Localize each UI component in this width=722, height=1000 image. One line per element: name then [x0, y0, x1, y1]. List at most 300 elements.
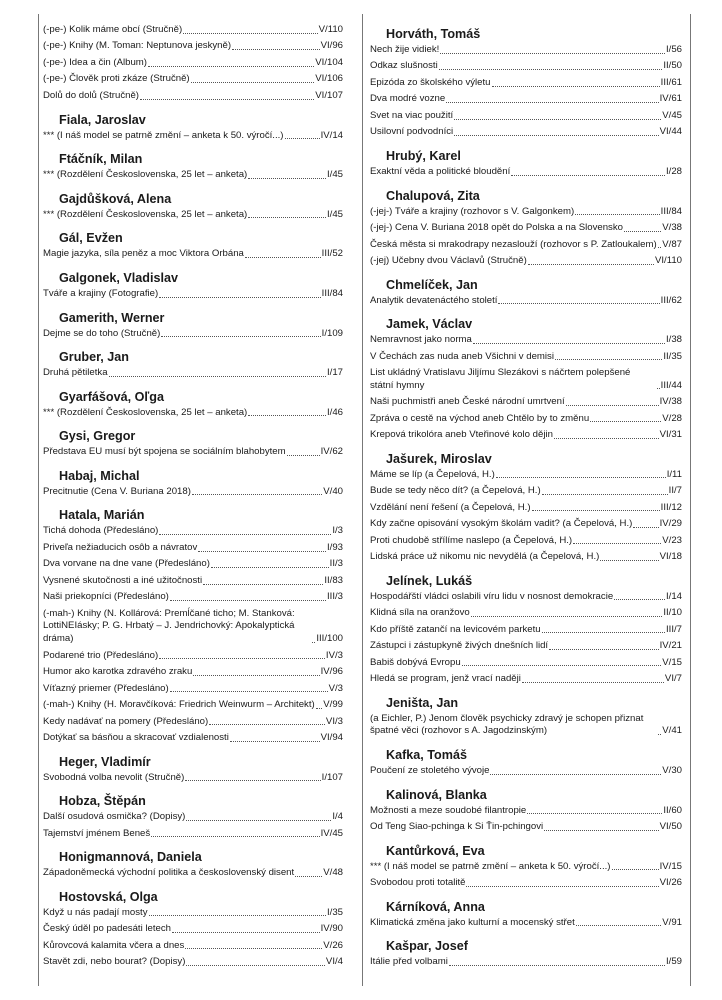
author-heading: Jamek, Václav	[386, 317, 473, 332]
dot-leader	[590, 421, 661, 422]
entry-issue-page: III/100	[316, 633, 343, 645]
entry-title: Víťazný priemer (Předesláno)	[43, 682, 169, 694]
dot-leader	[600, 560, 658, 561]
entry-title: Svet na viac použití	[370, 109, 454, 121]
index-entry	[370, 805, 682, 818]
entry-issue-page: I/38	[665, 334, 682, 346]
index-entry	[370, 640, 682, 653]
dot-leader	[159, 534, 331, 535]
entry-issue-page: I/59	[665, 956, 682, 968]
dot-leader	[522, 682, 664, 683]
author-heading: Habaj, Michal	[59, 468, 140, 483]
entry-title: Možnosti a meze soudobé filantropie	[370, 804, 527, 816]
entry-title: Tajemství jménem Beneš	[43, 827, 151, 839]
author-heading: Fiala, Jaroslav	[59, 112, 146, 127]
index-entry	[43, 716, 343, 729]
dot-leader	[471, 616, 663, 617]
index-entry	[43, 772, 343, 785]
entry-title: Magie jazyka, síla peněz a moc Viktora Orbána	[43, 248, 244, 260]
column-rule-left	[38, 14, 39, 986]
entry-title: Babiš dobývá Evropu	[370, 656, 461, 668]
entry-title: Hospodářští vládci oslabili víru lidu v nosnost demokracie	[370, 590, 614, 602]
dot-leader	[446, 102, 658, 103]
dot-leader	[496, 477, 666, 478]
index-entry	[43, 867, 343, 880]
dot-leader	[159, 297, 320, 298]
dot-leader	[658, 734, 661, 735]
dot-leader	[285, 138, 320, 139]
entry-title: (-jej-) Tváře a krajiny (rozhovor s V. Galgonkem)	[370, 205, 575, 217]
dot-leader	[466, 886, 658, 887]
entry-title: Itálie před volbami	[370, 956, 448, 968]
entry-issue-page: I/93	[326, 541, 343, 553]
index-entry	[43, 732, 343, 745]
entry-issue-page: III/61	[660, 76, 682, 88]
entry-title: Bude se tedy něco dít? (a Čepelová, H.)	[370, 485, 541, 497]
entry-issue-page: I/45	[326, 169, 343, 181]
entry-issue-page: IV/62	[320, 446, 343, 458]
dot-leader	[248, 217, 326, 218]
dot-leader	[555, 359, 662, 360]
entry-title: Česká města si mrakodrapy nezaslouží (rozhovor s P. Zatloukalem)	[370, 238, 657, 250]
author-heading: Gál, Evžen	[59, 231, 123, 246]
author-heading: Kalinová, Blanka	[386, 787, 487, 802]
entry-title: Máme se líp (a Čepelová, H.)	[370, 468, 495, 480]
index-entry	[370, 821, 682, 834]
entry-issue-page: VI/31	[659, 429, 682, 441]
index-entry	[43, 130, 343, 143]
dot-leader	[473, 343, 665, 344]
entry-issue-page: VI/26	[659, 877, 682, 889]
index-entry	[43, 608, 343, 646]
entry-title: Klidná síla na oranžovo	[370, 607, 470, 619]
index-entry	[43, 907, 343, 920]
index-entry	[43, 683, 343, 696]
index-entry	[370, 485, 682, 498]
dot-leader	[192, 494, 322, 495]
entry-issue-page: IV/45	[320, 827, 343, 839]
index-entry	[370, 861, 682, 874]
author-heading: Jeništa, Jan	[386, 695, 459, 710]
author-heading: Hostovská, Olga	[59, 889, 158, 904]
entry-issue-page: III/12	[660, 501, 682, 513]
entry-issue-page: VI/7	[664, 673, 682, 685]
dot-leader	[527, 813, 662, 814]
entry-title: Poučení ze stoletého vývoje	[370, 765, 490, 777]
author-heading: Jašurek, Miroslav	[386, 451, 492, 466]
entry-title: Druhá pětiletka	[43, 367, 108, 379]
entry-title: Když u nás padají mosty	[43, 906, 148, 918]
index-entry	[370, 166, 682, 179]
entry-title: Západoněmecká východní politika a československý disent	[43, 867, 295, 879]
entry-issue-page: II/10	[663, 607, 682, 619]
entry-title: Epizóda zo školského výletu	[370, 76, 491, 88]
author-heading: Chalupová, Zita	[386, 188, 480, 203]
dot-leader	[439, 69, 663, 70]
entry-title: (-pe-) Člověk proti zkáze (Stručně)	[43, 73, 190, 85]
dot-leader	[185, 780, 320, 781]
author-heading: Chmelíček, Jan	[386, 277, 478, 292]
index-entry	[370, 518, 682, 531]
entry-title: Kdy začne opisování vysokým školám vadit? (a Čepelová, H.)	[370, 518, 633, 530]
dot-leader	[295, 876, 322, 877]
entry-issue-page: V/28	[662, 412, 682, 424]
entry-title: Lidská práce už nikomu nic nevydělá (a Čepelová, H.)	[370, 551, 600, 563]
index-entry	[370, 657, 682, 670]
entry-issue-page: VI/94	[320, 731, 343, 743]
index-entry	[43, 828, 343, 841]
dot-leader	[462, 665, 662, 666]
dot-leader	[614, 599, 665, 600]
entry-title: Usilovní podvodníci	[370, 126, 454, 138]
index-entry	[370, 60, 682, 73]
entry-issue-page: I/45	[326, 208, 343, 220]
entry-issue-page: I/4	[332, 811, 343, 823]
entry-title: V Čechách zas nuda aneb Všichni v demisi	[370, 350, 554, 362]
entry-title: (-mah-) Knihy (N. Kollárová: Premĺčané ticho; M. Stanková: LottiNEIásky; P. G. Hrbatý – J. Jendrichovký: Apokalyptická dráma)	[43, 607, 295, 645]
index-entry	[43, 923, 343, 936]
dot-leader	[193, 675, 319, 676]
dot-leader	[612, 869, 659, 870]
index-entry	[370, 239, 682, 252]
index-entry	[370, 877, 682, 890]
entry-issue-page: IV/29	[659, 518, 682, 530]
entry-title: (a Eichler, P.) Jenom člověk psychicky zdravý je schopen přiznat špatné věci (rozhovor s A. Jagodzinským)	[370, 712, 644, 737]
entry-title: Tváře a krajiny (Fotografie)	[43, 287, 159, 299]
index-entry	[43, 446, 343, 459]
entry-title: Podarené trio (Předesláno)	[43, 649, 159, 661]
entry-title: Svobodou proti totalitě	[370, 877, 466, 889]
index-entry	[43, 650, 343, 663]
dot-leader	[159, 658, 325, 659]
index-entry	[370, 77, 682, 90]
entry-title: Další osudová osmička? (Dopisy)	[43, 811, 186, 823]
entry-issue-page: II/50	[663, 60, 682, 72]
entry-issue-page: II/7	[668, 485, 682, 497]
entry-title: *** (I náš model se patrně změní – anketa k 50. výročí...)	[370, 860, 611, 872]
index-entry	[370, 206, 682, 219]
entry-issue-page: V/41	[662, 725, 682, 737]
index-entry	[43, 542, 343, 555]
dot-leader	[549, 649, 658, 650]
entry-title: Kdo příště zatančí na levicovém parketu	[370, 623, 541, 635]
index-entry	[370, 295, 682, 308]
entry-issue-page: V/3	[328, 682, 343, 694]
author-heading: Gamerith, Werner	[59, 310, 165, 325]
index-entry	[43, 940, 343, 953]
dot-leader	[542, 494, 668, 495]
dot-leader	[498, 303, 659, 304]
entry-issue-page: VI/106	[315, 73, 343, 85]
index-entry	[370, 255, 682, 268]
entry-issue-page: V/110	[318, 24, 343, 35]
index-entry	[43, 288, 343, 301]
index-column-left	[43, 24, 343, 973]
entry-issue-page: I/17	[326, 367, 343, 379]
index-entry	[43, 90, 343, 103]
entry-issue-page: VI/96	[320, 40, 343, 52]
entry-issue-page: III/7	[666, 623, 682, 635]
entry-title: Vzdělání není řešení (a Čepelová, H.)	[370, 501, 531, 513]
entry-title: Kůrovcová kalamita včera a dnes	[43, 939, 185, 951]
entry-issue-page: V/99	[323, 699, 343, 711]
dot-leader	[149, 915, 326, 916]
index-entry	[43, 486, 343, 499]
entry-issue-page: V/15	[662, 656, 682, 668]
dot-leader	[532, 510, 660, 511]
entry-issue-page: VI/4	[325, 956, 343, 968]
index-entry	[370, 413, 682, 426]
index-entry	[370, 713, 682, 738]
entry-issue-page: II/60	[663, 804, 682, 816]
dot-leader	[454, 119, 661, 120]
dot-leader	[633, 527, 658, 528]
entry-issue-page: III/84	[321, 287, 343, 299]
index-entry	[43, 591, 343, 604]
index-entry	[43, 40, 343, 53]
dot-leader	[191, 82, 315, 83]
dot-leader	[186, 820, 331, 821]
index-entry	[370, 429, 682, 442]
dot-leader	[554, 438, 659, 439]
entry-issue-page: V/45	[662, 109, 682, 121]
dot-leader	[172, 932, 320, 933]
index-entry	[370, 222, 682, 235]
entry-title: Analytik devatenáctého století	[370, 294, 498, 306]
dot-leader	[573, 543, 661, 544]
entry-title: Nech žije vidiek!	[370, 44, 440, 55]
author-heading: Kašpar, Josef	[386, 939, 468, 954]
dot-leader	[248, 178, 326, 179]
entry-title: Proti chudobě střílíme naslepo (a Čepelová, H.)	[370, 534, 573, 546]
entry-issue-page: I/3	[332, 525, 343, 537]
entry-title: Dejme se do toho (Stručně)	[43, 327, 161, 339]
index-entry	[43, 73, 343, 86]
entry-issue-page: VI/107	[315, 89, 343, 101]
entry-title: (-pe-) Knihy (M. Toman: Neptunova jeskyně)	[43, 40, 232, 52]
entry-title: Vysnené skutočnosti a iné užitočnosti	[43, 574, 203, 586]
entry-issue-page: III/3	[327, 591, 343, 603]
entry-title: Priveľa nežiaducich osôb a návratov	[43, 541, 198, 553]
dot-leader	[198, 551, 326, 552]
entry-title: *** (I náš model se patrně změní – anketa k 50. výročí...)	[43, 129, 284, 141]
entry-issue-page: I/11	[666, 468, 682, 480]
index-entry	[370, 624, 682, 637]
entry-title: Český úděl po padesáti letech	[43, 923, 171, 935]
index-entry	[370, 334, 682, 347]
dot-leader	[186, 965, 325, 966]
dot-leader	[624, 231, 661, 232]
entry-title: (-mah-) Knihy (H. Moravčíková: Friedrich Weinwurm – Architekt)	[43, 699, 315, 711]
dot-leader	[449, 965, 665, 966]
dot-leader	[287, 455, 320, 456]
author-heading: Hrubý, Karel	[386, 149, 461, 164]
dot-leader	[230, 741, 320, 742]
column-rule-right	[690, 14, 691, 986]
entry-issue-page: IV/61	[659, 93, 682, 105]
entry-title: Představa EU musí být spojena se sociálním blahobytem	[43, 446, 286, 458]
entry-issue-page: I/14	[665, 590, 682, 602]
entry-title: Humor ako karotka zdravého zraku	[43, 666, 193, 678]
index-entry	[370, 607, 682, 620]
entry-issue-page: V/30	[662, 765, 682, 777]
entry-title: Svobodná volba nevolit (Stručně)	[43, 771, 185, 783]
dot-leader	[203, 584, 323, 585]
entry-issue-page: IV/90	[320, 923, 343, 935]
entry-title: *** (Rozdělení Československa, 25 let – anketa)	[43, 406, 248, 418]
index-entry	[43, 575, 343, 588]
dot-leader	[492, 86, 660, 87]
entry-title: (-jej) Učebny dvou Václavů (Stručně)	[370, 255, 527, 267]
index-entry	[370, 351, 682, 364]
dot-leader	[576, 925, 662, 926]
entry-issue-page: V/26	[323, 939, 343, 951]
entry-title: List ukládný Vratislavu Jiljímu Slezákovi s náčrtem polepšené státní hymny	[370, 367, 631, 391]
index-entry	[43, 57, 343, 70]
index-entry	[370, 396, 682, 409]
entry-issue-page: IV/38	[659, 396, 682, 408]
entry-issue-page: IV/15	[659, 860, 682, 872]
entry-title: Dolů do dolů (Stručně)	[43, 89, 139, 101]
author-heading: Horváth, Tomáš	[386, 27, 481, 41]
dot-leader	[170, 600, 326, 601]
index-entry	[43, 407, 343, 420]
entry-issue-page: VI/18	[659, 551, 682, 563]
dot-leader	[312, 642, 315, 643]
entry-issue-page: V/91	[662, 916, 682, 928]
index-entry	[43, 558, 343, 571]
index-entry	[370, 591, 682, 604]
dot-leader	[566, 405, 659, 406]
entry-issue-page: I/56	[665, 44, 682, 55]
entry-issue-page: II/83	[324, 574, 343, 586]
entry-issue-page: II/3	[329, 558, 343, 570]
author-heading: Hobza, Štěpán	[59, 794, 146, 809]
author-heading: Gysi, Gregor	[59, 429, 136, 444]
dot-leader	[657, 388, 660, 389]
index-entry	[370, 502, 682, 515]
index-entry	[43, 24, 343, 37]
author-heading: Gyarfášová, Oľga	[59, 389, 164, 404]
entry-issue-page: III/84	[660, 205, 682, 217]
entry-issue-page: II/35	[663, 350, 682, 362]
index-entry	[43, 328, 343, 341]
dot-leader	[528, 264, 654, 265]
index-entry	[43, 525, 343, 538]
index-entry	[370, 93, 682, 106]
dot-leader	[245, 257, 321, 258]
author-heading: Kantůrková, Eva	[386, 843, 485, 858]
index-entry	[43, 248, 343, 261]
entry-title: Stavět zdi, nebo bourat? (Dopisy)	[43, 956, 186, 968]
entry-issue-page: III/44	[660, 379, 682, 391]
entry-title: Dva modré vozne	[370, 93, 446, 105]
entry-title: Nemravnost jako norma	[370, 334, 472, 346]
entry-title: Exaktní věda a politické bloudění	[370, 166, 511, 178]
entry-title: Zpráva o cestě na východ aneb Chtělo by to změnu	[370, 412, 590, 424]
entry-title: Kedy nadávať na pomery (Předesláno)	[43, 715, 209, 727]
index-entry	[370, 765, 682, 778]
entry-issue-page: VI/110	[654, 255, 682, 267]
dot-leader	[454, 135, 658, 136]
entry-title: Krepová trikolóra aneb Vteřinové kolo dějin	[370, 429, 553, 441]
entry-title: Naši puchmistři aneb České národní umrtvení	[370, 396, 565, 408]
index-entry	[370, 535, 682, 548]
author-heading: Hatala, Marián	[59, 508, 145, 523]
index-entry	[370, 917, 682, 930]
index-entry	[43, 956, 343, 969]
entry-title: (-jej-) Cena V. Buriana 2018 opět do Polska a na Slovensko	[370, 222, 623, 234]
dot-leader	[161, 336, 320, 337]
entry-issue-page: V/23	[662, 534, 682, 546]
index-entry	[370, 551, 682, 564]
index-entry	[370, 44, 682, 57]
index-column-right	[370, 24, 682, 973]
dot-leader	[248, 415, 326, 416]
author-heading: Ftáčník, Milan	[59, 152, 143, 167]
index-entry	[370, 673, 682, 686]
entry-issue-page: V/87	[662, 238, 682, 250]
entry-title: Klimatická změna jako kulturní a mocenský střet	[370, 916, 575, 928]
index-entry	[43, 666, 343, 679]
index-entry	[43, 811, 343, 824]
entry-issue-page: VI/44	[659, 126, 682, 138]
entry-issue-page: IV/21	[659, 640, 682, 652]
author-heading: Jelínek, Lukáš	[386, 573, 473, 588]
entry-issue-page: I/109	[321, 327, 343, 339]
entry-issue-page: V/38	[662, 222, 682, 234]
index-entry	[43, 169, 343, 182]
dot-leader	[511, 175, 665, 176]
dot-leader	[542, 632, 665, 633]
entry-issue-page: VI/50	[659, 821, 682, 833]
entry-issue-page: I/107	[321, 771, 343, 783]
entry-issue-page: I/35	[326, 906, 343, 918]
entry-issue-page: I/46	[326, 406, 343, 418]
dot-leader	[440, 53, 665, 54]
entry-title: *** (Rozdělení Československa, 25 let – anketa)	[43, 169, 248, 181]
index-entry	[370, 469, 682, 482]
entry-title: Zástupci i zástupkyně živých dnešních lidí	[370, 640, 549, 652]
dot-leader	[151, 836, 319, 837]
dot-leader	[490, 774, 661, 775]
index-entry	[43, 699, 343, 712]
entry-title: Tichá dohoda (Předesláno)	[43, 525, 159, 537]
author-heading: Heger, Vladimír	[59, 754, 151, 769]
dot-leader	[183, 33, 317, 34]
dot-leader	[148, 66, 314, 67]
entry-title: *** (Rozdělení Československa, 25 let – anketa)	[43, 208, 248, 220]
dot-leader	[316, 708, 323, 709]
entry-title: Dva vorvane na dne vane (Předesláno)	[43, 558, 210, 570]
dot-leader	[232, 49, 320, 50]
dot-leader	[211, 567, 329, 568]
column-rule-middle	[362, 14, 363, 986]
index-entry	[370, 367, 682, 392]
index-entry	[43, 209, 343, 222]
index-entry	[43, 367, 343, 380]
entry-issue-page: V/48	[323, 867, 343, 879]
index-entry	[370, 126, 682, 139]
author-heading: Honigmannová, Daniela	[59, 850, 202, 865]
entry-title: Odkaz slušnosti	[370, 60, 438, 72]
dot-leader	[109, 376, 326, 377]
dot-leader	[185, 948, 322, 949]
entry-issue-page: VI/3	[325, 715, 343, 727]
entry-title: Precitnutie (Cena V. Buriana 2018)	[43, 485, 191, 497]
entry-issue-page: III/62	[660, 294, 682, 306]
dot-leader	[140, 99, 314, 100]
